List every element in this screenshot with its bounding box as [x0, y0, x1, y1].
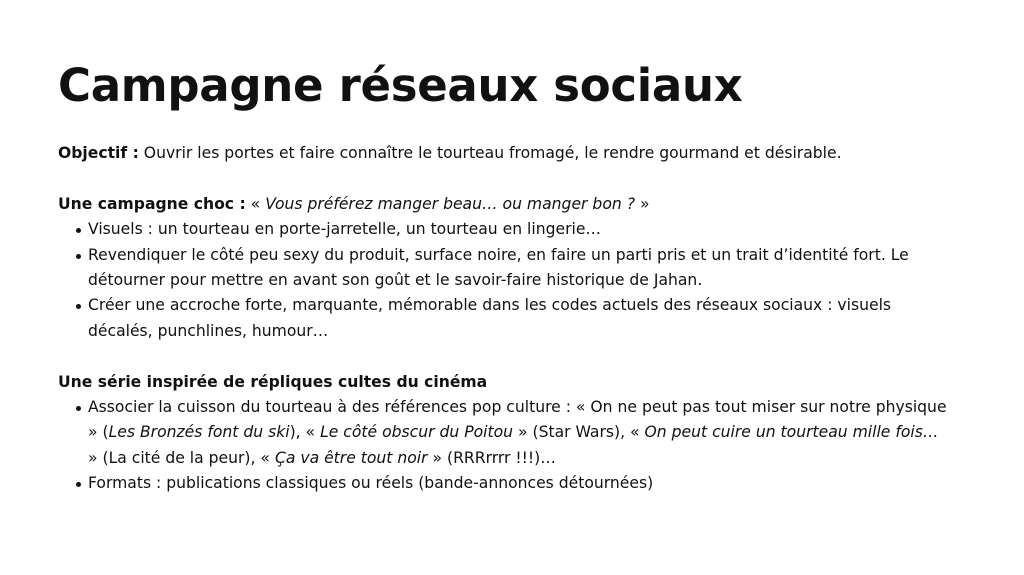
objective-text: Ouvrir les portes et faire connaître le tourteau fromagé, le rendre gourmand et désirable.: [138, 144, 842, 162]
slide-body: [58, 141, 958, 497]
quote-open: «: [245, 194, 266, 213]
objective-paragraph: [58, 141, 958, 166]
series-heading: [58, 370, 958, 395]
campaign-label: Une campagne choc :: [58, 194, 246, 213]
campaign-heading: [58, 192, 958, 217]
quote-italic: Le côté obscur du Poitou: [320, 423, 514, 442]
series-bullets: [58, 395, 958, 497]
slide-title: Campagne réseaux sociaux: [58, 59, 743, 112]
text-segment: Associer la cuisson du tourteau à des références pop culture : « On ne peut pas tout miser sur notre physique » (: [88, 398, 947, 442]
text-segment: » (RRRrrrr !!!)…: [427, 448, 556, 467]
campaign-bullets: [58, 217, 958, 344]
list-item: [88, 395, 948, 471]
text-segment: ), «: [289, 423, 321, 442]
list-item: Formats : publications classiques ou réels (bande-annonces détournées): [88, 471, 948, 496]
series-label: Une série inspirée de répliques cultes du cinéma: [58, 372, 488, 391]
quote-close: »: [634, 194, 650, 213]
list-item: Visuels : un tourteau en porte-jarretelle, un tourteau en lingerie…: [88, 217, 948, 242]
quote-italic: Ça va être tout noir: [274, 448, 428, 467]
campaign-quote: Vous préférez manger beau… ou manger bon ?: [265, 194, 635, 213]
text-segment: » (La cité de la peur), «: [88, 448, 275, 467]
film-title: Les Bronzés font du ski: [108, 423, 290, 442]
list-item: Revendiquer le côté peu sexy du produit, surface noire, en faire un parti pris et un trait d’identité fort. Le détourner pour mettre en avant son goût et le savoir-faire historique de Jahan.: [88, 243, 948, 294]
text-segment: » (Star Wars), «: [513, 423, 645, 442]
objective-label: Objectif :: [58, 144, 139, 162]
quote-italic: On peut cuire un tourteau mille fois…: [644, 423, 939, 442]
list-item: Créer une accroche forte, marquante, mémorable dans les codes actuels des réseaux sociaux : visuels décalés, punchlines, humour…: [88, 293, 948, 344]
